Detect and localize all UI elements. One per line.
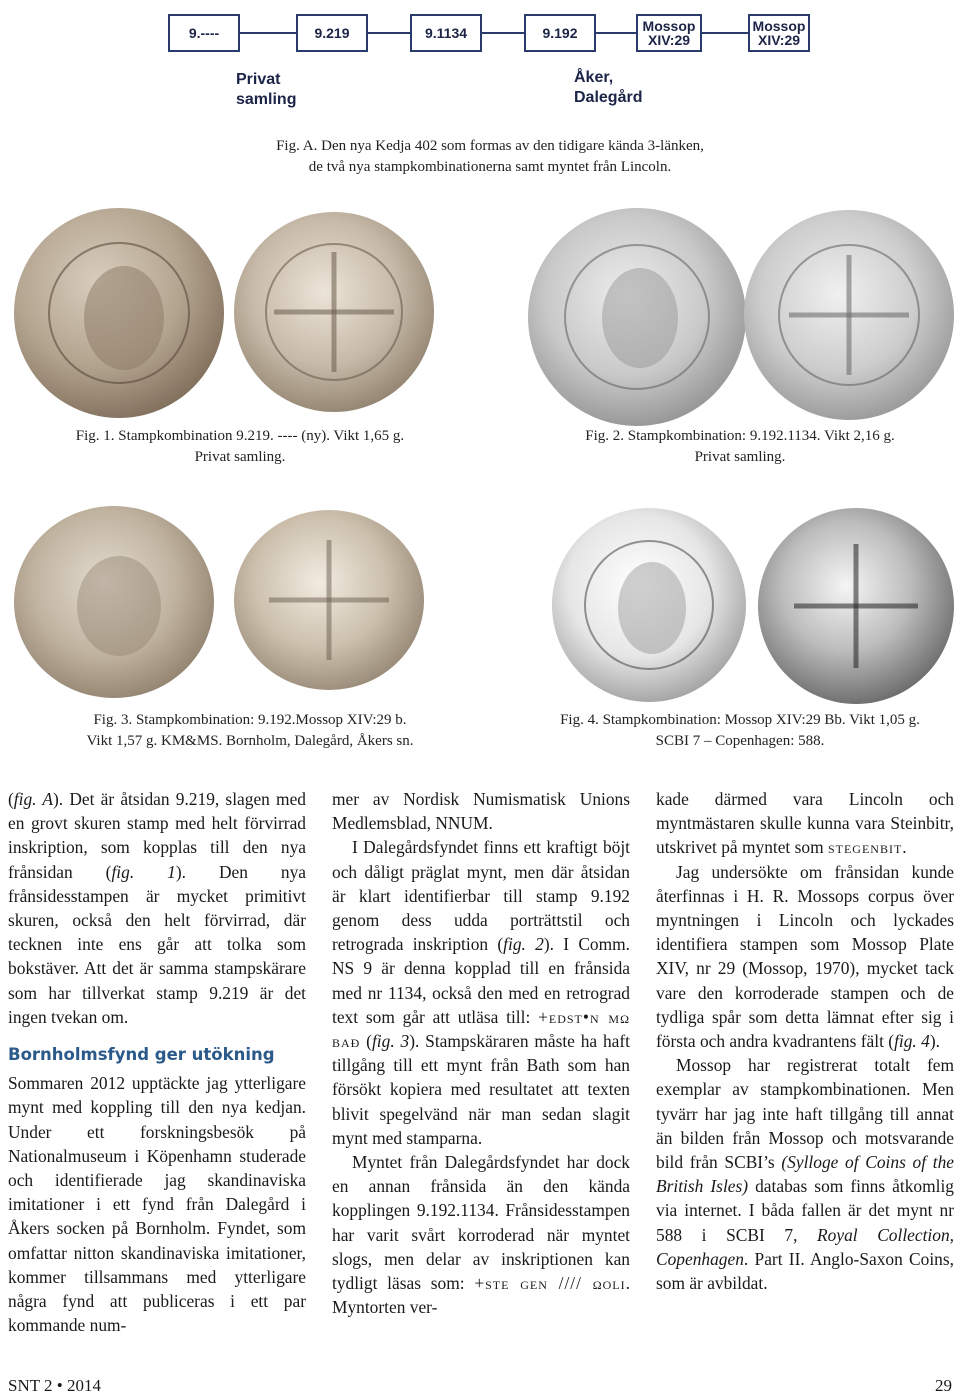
chain-box-2: 9.219 xyxy=(296,14,368,52)
coin-fig1-reverse xyxy=(234,212,434,412)
fig3-caption: Fig. 3. Stampkombination: 9.192.Mossop XIV:29 b. Vikt 1,57 g. KM&MS. Bornholm, Dalegård, Åkers sn. xyxy=(86,712,414,749)
coin-fig4-obverse xyxy=(552,508,746,702)
col3-paragraph-2: Jag undersökte om frånsidan kunde återfinnas i H. R. Mossops corpus över myntningen i Lincoln och lyckades identifiera stampen som Mossop Plate XIV, nr 29 (Mossop, 1970), mycket tack vare den korroderade stampen och de tydliga spår som detta lämnat efter sig i första och andra kvadrantens fält (fig. 4). xyxy=(656,861,954,1052)
chain-box-3: 9.1134 xyxy=(410,14,482,52)
col2-paragraph-2: I Dalegårdsfyndet finns ett kraftigt böjt och dåligt präglat mynt, men där åtsidan är klart identifierbar till stamp 9.192 genom dess udda porträttstil och retrograda inskription (fig. 2). I Comm. NS 9 är denna kopplad till en frånsida med nr 1134, också den med en retrograd text som går att utläsa till: +edst•n mω bað (fig. 3). Stampskäraren måste ha haft tillgång till ett mynt från Bath som han försökt kopiera med resultatet att texten blivit spegelvänd när man sedan slagit mynt med stamparna. xyxy=(332,837,631,1148)
text-column-2 xyxy=(332,787,630,1319)
chain-connector-line xyxy=(168,32,808,34)
coin-fig2-reverse xyxy=(744,210,954,420)
col1-paragraph-2: Sommaren 2012 upptäckte jag ytterligare mynt med koppling till den nya kedjan. Under ett forskningsbesök på Nationalmuseum i Köpenhamn studerade och identifierade jag skandinaviska imitationer i ett fynd från Dalegård i Åkers socken på Bornholm. Fyndet, som omfattar nitton skandinaviska imitationer, kommer tillsammans med ytterligare några fynd att publiceras i ett par kommande num- xyxy=(8,1073,306,1336)
page-number: 29 xyxy=(935,1376,952,1395)
fig2-caption: Fig. 2. Stampkombination: 9.192.1134. Vikt 2,16 g. Privat samling. xyxy=(585,428,895,465)
text-column-3 xyxy=(656,787,954,1295)
section-heading: Bornholmsfynd ger utökning xyxy=(8,1045,275,1065)
chain-box-6: Mossop XIV:29 xyxy=(748,14,810,52)
coin-fig1-obverse xyxy=(14,208,224,418)
fig-a-caption: Fig. A. Den nya Kedja 402 som formas av den tidigare kända 3-länken, de två nya stampkombinationerna samt myntet från Lincoln. xyxy=(276,138,704,175)
chain-box-5: Mossop XIV:29 xyxy=(636,14,702,52)
col2-paragraph-3: Myntet från Dalegårdsfyndet har dock en annan frånsida än den kända kopplingen 9.192.1134. Frånsidesstampen har varit svårt korroderad när myntet slogs, men delar av inskriptionen kan tydligt läsas som: +ste gen //// ωoli. Myntorten ver- xyxy=(332,1152,630,1318)
col1-paragraph-1: (fig. A). Det är åtsidan 9.219, slagen med en grovt skuren stamp med helt förvirrad inskription, som kopplas till den nya frånsidan (fig. 1). Den nya frånsidesstampen är mycket primitivt skuren, också den helt förvirrad, där tecknen inte ens går att tolka som bokstäver. Att det är samma stampskärare som har tillverkat stamp 9.219 är det ingen tvekan om. xyxy=(8,789,306,1027)
col3-paragraph-3: Mossop har registrerat totalt fem exemplar av stampkombinationen. Men tyvärr har jag inte haft tillgång till annat än bilden från Mossop och motsvarande bild från SCBI’s (Sylloge of Coins of the British Isles) databas som finns åtkomlig via internet. I båda fallen är det mynt nr 588 i SCBI 7, Royal Collection, Copenhagen. Part II. Anglo-Saxon Coins, som är avbildat. xyxy=(656,1055,954,1294)
footer-journal: SNT 2 • 2014 xyxy=(8,1376,102,1395)
chain-note-aker: Åker, Dalegård xyxy=(574,69,643,106)
coin-fig4-reverse xyxy=(758,508,954,704)
coin-fig3-reverse xyxy=(234,510,424,690)
fig4-caption: Fig. 4. Stampkombination: Mossop XIV:29 Bb. Vikt 1,05 g. SCBI 7 – Copenhagen: 588. xyxy=(560,712,920,749)
coin-fig2-obverse xyxy=(528,208,746,426)
col2-paragraph-1: mer av Nordisk Numismatisk Unions Medlemsblad, NNUM. xyxy=(332,789,630,834)
text-column-1 xyxy=(8,787,306,1337)
coin-fig3-obverse xyxy=(14,506,214,698)
fig1-caption: Fig. 1. Stampkombination 9.219. ---- (ny). Vikt 1,65 g. Privat samling. xyxy=(75,428,405,465)
chain-box-4: 9.192 xyxy=(524,14,596,52)
chain-box-1: 9.---- xyxy=(168,14,240,52)
chain-note-private: Privat samling xyxy=(236,71,297,108)
col3-paragraph-1: kade därmed vara Lincoln och myntmästaren skulle kunna vara Steinbitr, utskrivet på myntet som stegenbit. xyxy=(656,789,954,858)
